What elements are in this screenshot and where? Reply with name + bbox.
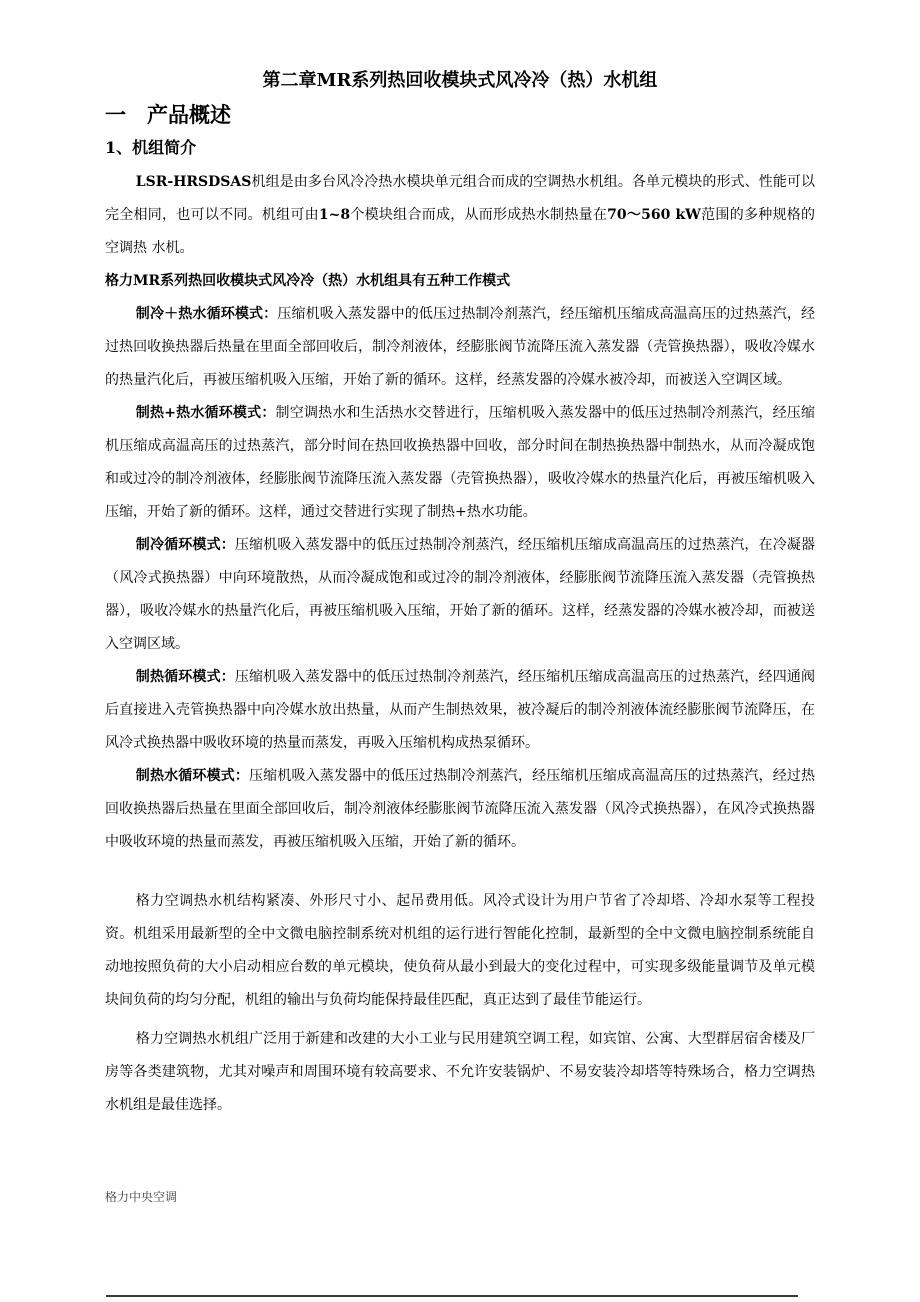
- intro-text-2: 个模块组合而成，从而形成热水制热量在: [350, 207, 608, 223]
- section-heading: 一 产品概述: [105, 102, 231, 127]
- page-bottom-rule: [106, 1295, 798, 1297]
- mode-text: 压缩机吸入蒸发器中的低压过热制冷剂蒸汽，经压缩机压缩成高温高压的过热蒸汽，在冷凝器（风冷式换热器）中向环境散热，从而冷凝成饱和或过冷的制冷剂液体，经膨胀阀节流降压流入蒸发器（壳管换热器），吸收冷媒水的热量汽化后，再被压缩机吸入压缩，开始了新的循环。这样，经蒸发器的冷媒水被冷却，而被送入空调区域。: [105, 537, 816, 652]
- intro-text-3: 范围的多种规格的空调热 水机。: [105, 207, 815, 256]
- module-count-range: 1~8: [318, 207, 351, 223]
- chapter-title: 第二章MR系列热回收模块式风冷冷（热）水机组: [262, 70, 658, 91]
- mode-text: 压缩机吸入蒸发器中的低压过热制冷剂蒸汽，经压缩机压缩成高温高压的过热蒸汽，经四通阀后直接进入壳管换热器中向冷媒水放出热量，从而产生制热效果，被冷凝后的制冷剂液体流经膨胀阀节流降压，在风冷式换热器中吸收环境的热量而蒸发，再吸入压缩机构成热泵循环。: [105, 669, 816, 751]
- mode-label: 制冷＋热水循环模式：: [135, 306, 278, 322]
- mode-text: 压缩机吸入蒸发器中的低压过热制冷剂蒸汽，经压缩机压缩成高温高压的过热蒸汽，经过热回收换热器后热量在里面全部回收后，制冷剂液体经膨胀阀节流降压流入蒸发器（风冷式换热器），在风冷式换热器中吸收环境的热量而蒸发，再被压缩机吸入压缩，开始了新的循环。: [105, 768, 816, 850]
- model-name: LSR-HRSDSAS: [135, 174, 252, 190]
- mode-label: 制热循环模式：: [135, 669, 235, 685]
- mode-label: 制热+热水循环模式：: [135, 405, 276, 421]
- mode-paragraph-cooling-hotwater: [105, 298, 815, 397]
- closing-paragraph-1: 格力空调热水机结构紧凑、外形尺寸小、起吊费用低。风冷式设计为用户节省了冷却塔、冷却水泵等工程投资。机组采用最新型的全中文微电脑控制系统对机组的运行进行智能化控制，最新型的全中文微电脑控制系统能自动地按照负荷的大小启动相应台数的单元模块，使负荷从最小到最大的变化过程中，可实现多级能量调节及单元模块间负荷的均匀分配，机组的输出与负荷均能保持最佳匹配，真正达到了最佳节能运行。: [105, 893, 815, 1008]
- mode-text: 压缩机吸入蒸发器中的低压过热制冷剂蒸汽，经压缩机压缩成高温高压的过热蒸汽，经过热回收换热器后热量在里面全部回收后，制冷剂液体，经膨胀阀节流降压流入蒸发器（壳管换热器），吸收冷媒水的热量汽化后，再被压缩机吸入压缩，开始了新的循环。这样，经蒸发器的冷媒水被冷却，而被送入空调区域。: [105, 306, 816, 388]
- mode-paragraph-heating-hotwater: [105, 397, 815, 529]
- closing-paragraph-2: 格力空调热水机组广泛用于新建和改建的大小工业与民用建筑空调工程，如宾馆、公寓、大型群居宿舍楼及厂房等各类建筑物，尤其对噪声和周围环境有较高要求、不允许安装锅炉、不易安装冷却塔等特殊场合，格力空调热水机组是最佳选择。: [105, 1031, 815, 1113]
- mode-text: 制空调热水和生活热水交替进行，压缩机吸入蒸发器中的低压过热制冷剂蒸汽，经压缩机压缩成高温高压的过热蒸汽，部分时间在热回收换热器中回收，部分时间在制热换热器中制热水，从而冷凝成饱和或过冷的制冷剂液体，经膨胀阀节流降压流入蒸发器（壳管换热器），吸收冷媒水的热量汽化后，再被压缩机吸入压缩，开始了新的循环。这样，通过交替进行实现了制热+热水功能。: [105, 405, 815, 520]
- modes-heading: 格力MR系列热回收模块式风冷冷（热）水机组具有五种工作模式: [105, 273, 511, 289]
- intro-paragraph: [105, 166, 815, 265]
- capacity-range: 70～560 kW: [607, 207, 701, 223]
- subsection-heading: 1、机组简介: [105, 138, 197, 157]
- mode-paragraph-hotwater: [105, 760, 815, 859]
- mode-label: 制热水循环模式：: [135, 768, 250, 784]
- mode-label: 制冷循环模式：: [135, 537, 235, 553]
- footer-brand-text: 格力中央空调: [105, 1190, 178, 1204]
- intro-text-1: 机组是由多台风冷冷热水模块单元组合而成的空调热水机组。各单元模块的形式、性能可以完全相同，也可以不同。机组可由: [105, 174, 815, 223]
- mode-paragraph-cooling: [105, 529, 815, 661]
- mode-paragraph-heating: [105, 661, 815, 760]
